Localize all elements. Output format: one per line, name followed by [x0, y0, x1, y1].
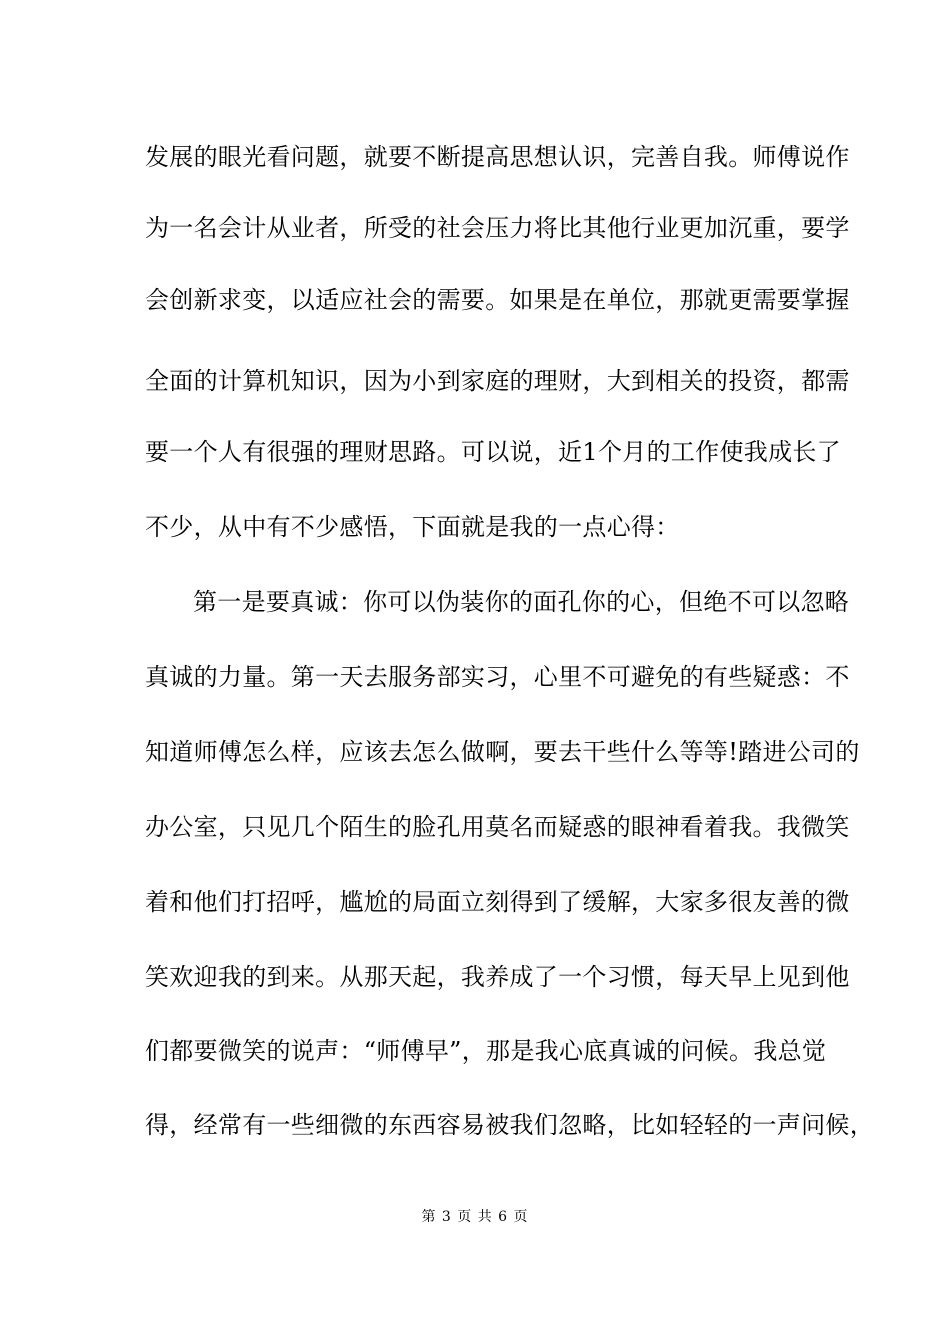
text-line-2: 为一名会计从业者，所受的社会压力将比其他行业更加沉重，要学: [145, 214, 850, 242]
text-line-4: 全面的计算机知识，因为小到家庭的理财，大到相关的投资，都需: [145, 367, 850, 395]
text-line-5: 要一个人有很强的理财思路。可以说，近1个月的工作使我成长了: [145, 438, 841, 466]
text-line-3: 会创新求变，以适应社会的需要。如果是在单位，那就更需要掌握: [145, 286, 850, 314]
text-line-1: 发展的眼光看问题，就要不断提高思想认识，完善自我。师傅说作: [145, 143, 850, 171]
paragraph-start-line: 第一是要真诚：你可以伪装你的面孔你的心，但绝不可以忽略: [193, 588, 850, 616]
page-footer: 第 3 页 共 6 页: [421, 1209, 529, 1225]
text-line-9: 知道师傅怎么样，应该去怎么做啊，要去干些什么等等!踏进公司的: [145, 738, 860, 766]
text-line-13: 们都要微笑的说声：“师傅早”，那是我心底真诚的问候。我总觉: [145, 1037, 827, 1065]
text-line-10: 办公室，只见几个陌生的脸孔用莫名而疑惑的眼神看着我。我微笑: [145, 813, 850, 841]
text-line-14: 得，经常有一些细微的东西容易被我们忽略，比如轻轻的一声问候，: [145, 1111, 874, 1139]
text-line-8: 真诚的力量。第一天去服务部实习，心里不可避免的有些疑惑：不: [145, 663, 850, 691]
text-line-12: 笑欢迎我的到来。从那天起，我养成了一个习惯，每天早上见到他: [145, 963, 850, 991]
text-line-6: 不少，从中有不少感悟，下面就是我的一点心得：: [145, 513, 680, 541]
text-line-11: 着和他们打招呼，尴尬的局面立刻得到了缓解，大家多很友善的微: [145, 888, 850, 916]
